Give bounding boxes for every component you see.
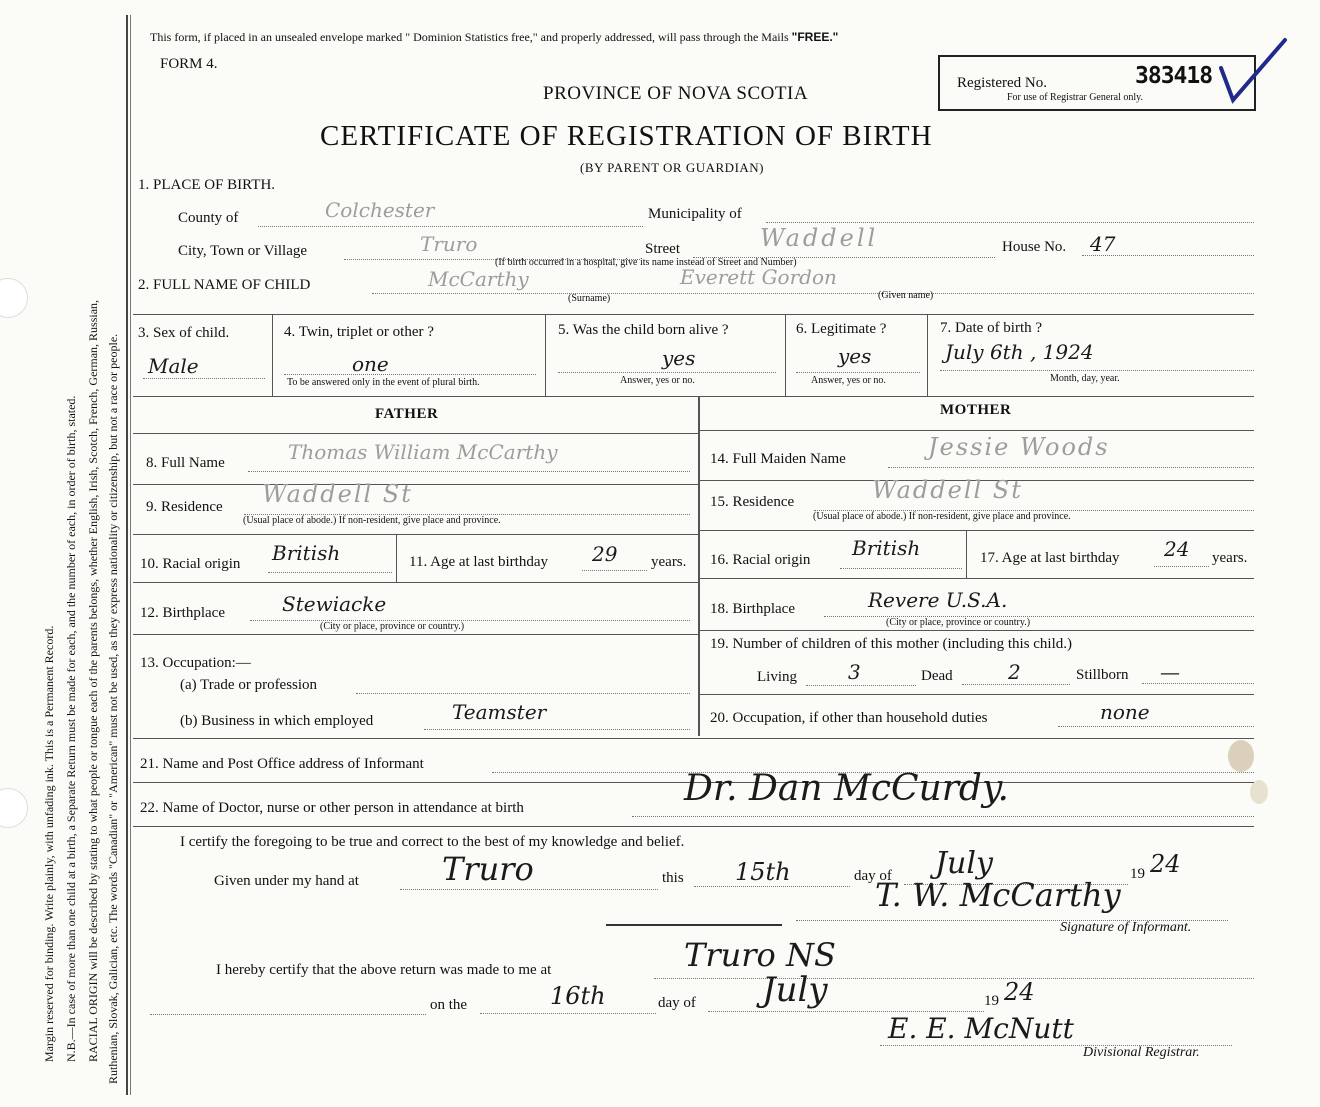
surname-caption: (Surname) <box>568 293 611 304</box>
registered-number: 383418 <box>1135 63 1213 89</box>
mother-birthplace-label: 18. Birthplace <box>710 601 795 617</box>
father-years-label: years. <box>651 554 687 570</box>
father-trade-label: (a) Trade or profession <box>180 677 318 693</box>
mother-name-value: Jessie Woods <box>928 433 1110 461</box>
house-number-value: 47 <box>1090 232 1116 256</box>
father-residence-value: Waddell St <box>262 480 413 508</box>
dead-value: 2 <box>1008 660 1021 684</box>
mother-age-label: 17. Age at last birthday <box>980 550 1120 566</box>
stillborn-label: Stillborn <box>1076 667 1129 683</box>
registrar-note: For use of Registrar General only. <box>1007 92 1143 103</box>
legitimate-value: yes <box>838 344 872 368</box>
mother-racial-origin-label: 16. Racial origin <box>710 552 811 568</box>
children-count-label: 19. Number of children of this mother (including this child.) <box>710 636 1073 652</box>
mother-birthplace-note: (City or place, province or country.) <box>886 617 1031 628</box>
form-number: FORM 4. <box>160 56 218 72</box>
on-the-label: on the <box>430 997 468 1013</box>
mother-heading: MOTHER <box>940 402 1012 418</box>
page-title: CERTIFICATE OF REGISTRATION OF BIRTH <box>320 120 933 152</box>
mail-notice: This form, if placed in an unsealed envelope marked " Dominion Statistics free," and properly addressed, will pass through the Mails "FREE." <box>150 30 839 44</box>
father-age-value: 29 <box>592 542 618 566</box>
father-age-label: 11. Age at last birthday <box>409 554 548 570</box>
municipality-label: Municipality of <box>648 206 742 222</box>
mother-age-value: 24 <box>1164 537 1190 561</box>
hospital-note: (If birth occurred in a hospital, give its name instead of Street and Number) <box>495 257 797 268</box>
parents-column-divider <box>698 396 700 736</box>
father-name-value: Thomas William McCarthy <box>288 440 558 464</box>
check-mark-icon <box>1215 34 1295 104</box>
given-year-value: 24 <box>1150 850 1181 878</box>
child-given-name-value: Everett Gordon <box>680 265 837 289</box>
living-label: Living <box>757 669 797 685</box>
place-of-birth-heading: 1. PLACE OF BIRTH. <box>138 177 276 193</box>
mother-occupation-label: 20. Occupation, if other than household duties <box>710 710 988 726</box>
informant-label: 21. Name and Post Office address of Informant <box>140 756 424 772</box>
father-racial-origin-label: 10. Racial origin <box>140 556 241 572</box>
date-of-birth-note: Month, day, year. <box>1050 373 1120 384</box>
mother-name-label: 14. Full Maiden Name <box>710 451 846 467</box>
house-number-label: House No. <box>1002 239 1067 255</box>
living-value: 3 <box>848 660 861 684</box>
street-label: Street <box>645 241 680 257</box>
margin-note-2: N.B.—In case of more than one child at a birth, a Separate Return must be made for each, and the number of each, in order of birth, stated. <box>64 395 78 1062</box>
registrar-statement: I hereby certify that the above return was made to me at <box>216 962 552 978</box>
date-of-birth-value: July 6th , 1924 <box>945 340 1094 364</box>
alive-note: Answer, yes or no. <box>620 375 695 386</box>
doctor-value: Dr. Dan McCurdy. <box>684 768 1009 809</box>
given-at-label: Given under my hand at <box>214 873 359 889</box>
mother-birthplace-value: Revere U.S.A. <box>868 588 1008 612</box>
margin-note-4: Ruthenian, Slovak, Galician, etc. The words "Canadian" or "American" must not be used, as they express nationality or citizenship, but not a race or people. <box>106 333 120 1084</box>
mother-residence-value: Waddell St <box>872 476 1023 504</box>
father-birthplace-value: Stewiacke <box>282 592 387 616</box>
alive-value: yes <box>662 346 696 370</box>
mother-residence-note: (Usual place of abode.) If non-resident, give place and province. <box>813 511 1071 522</box>
city-value: Truro <box>420 232 478 256</box>
given-name-caption: (Given name) <box>878 290 934 301</box>
registrar-signature: E. E. McNutt <box>888 1012 1074 1045</box>
registrar-signature-caption: Divisional Registrar. <box>1083 1045 1200 1060</box>
certification-statement: I certify the foregoing to be true and correct to the best of my knowledge and belief. <box>180 834 685 850</box>
margin-note-3: RACIAL ORIGIN will be described by stating to what people or tongue each of the parents belongs, whether English, Irish, Scotch, French, German, Russian, <box>86 299 100 1062</box>
given-year-prefix: 19 <box>1130 866 1145 882</box>
given-place-value: Truro <box>442 850 534 888</box>
registered-label: Registered No. <box>957 75 1047 91</box>
city-label: City, Town or Village <box>178 243 308 259</box>
stain-mark <box>1228 740 1254 772</box>
informant-signature-caption: Signature of Informant. <box>1060 920 1192 935</box>
doctor-label: 22. Name of Doctor, nurse or other person in attendance at birth <box>140 800 524 816</box>
mother-racial-origin-value: British <box>852 536 921 560</box>
registrar-year-value: 24 <box>1004 978 1035 1006</box>
father-business-label: (b) Business in which employed <box>180 713 374 729</box>
father-heading: FATHER <box>375 406 439 422</box>
margin-note-1: Margin reserved for binding. Write plainly, with unfading ink. This is a Permanent Record. <box>42 625 56 1062</box>
sex-label: 3. Sex of child. <box>138 325 230 341</box>
binder-hole-bottom <box>0 788 28 828</box>
stillborn-value: — <box>1160 660 1180 684</box>
province-heading: PROVINCE OF NOVA SCOTIA <box>543 83 809 104</box>
binder-hole-top <box>0 278 28 318</box>
registrar-day-of-label: day of <box>658 995 696 1011</box>
twin-note: To be answered only in the event of plural birth. <box>287 377 480 388</box>
father-business-value: Teamster <box>452 700 547 724</box>
binding-margin-rule <box>126 15 128 1095</box>
county-label: County of <box>178 210 239 226</box>
mother-residence-label: 15. Residence <box>710 494 795 510</box>
free-label: "FREE." <box>791 30 839 44</box>
given-month-value: July <box>935 846 993 881</box>
date-of-birth-label: 7. Date of birth ? <box>940 320 1043 336</box>
mother-years-label: years. <box>1212 550 1248 566</box>
legitimate-note: Answer, yes or no. <box>811 375 886 386</box>
father-birthplace-label: 12. Birthplace <box>140 605 225 621</box>
sex-value: Male <box>148 354 199 378</box>
registrar-month-value: July <box>762 970 828 1010</box>
county-value: Colchester <box>325 198 435 222</box>
child-surname-value: McCarthy <box>428 267 529 291</box>
this-label: this <box>662 870 684 886</box>
father-name-label: 8. Full Name <box>146 455 225 471</box>
twin-value: one <box>352 352 389 376</box>
informant-signature: T. W. McCarthy <box>875 876 1121 914</box>
registrar-place-value: Truro NS <box>684 936 836 974</box>
given-day-value: 15th <box>735 858 791 886</box>
father-occupation-label: 13. Occupation:— <box>140 655 251 671</box>
father-racial-origin-value: British <box>272 541 341 565</box>
given-day-of-label: day of <box>854 868 892 884</box>
registrar-day-value: 16th <box>550 982 606 1010</box>
alive-label: 5. Was the child born alive ? <box>558 322 729 338</box>
page-subtitle: (BY PARENT OR GUARDIAN) <box>580 160 765 175</box>
twin-label: 4. Twin, triplet or other ? <box>284 324 434 340</box>
separator-rule <box>606 924 782 926</box>
street-value: Waddell <box>760 224 879 252</box>
dead-label: Dead <box>921 668 953 684</box>
legitimate-label: 6. Legitimate ? <box>796 321 887 337</box>
father-birthplace-note: (City or place, province or country.) <box>320 621 465 632</box>
father-residence-note: (Usual place of abode.) If non-resident, give place and province. <box>243 515 501 526</box>
registrar-year-prefix: 19 <box>984 993 999 1009</box>
father-residence-label: 9. Residence <box>146 499 223 515</box>
stain-mark <box>1250 780 1268 804</box>
child-name-label: 2. FULL NAME OF CHILD <box>138 277 311 293</box>
mother-occupation-value: none <box>1100 700 1150 724</box>
